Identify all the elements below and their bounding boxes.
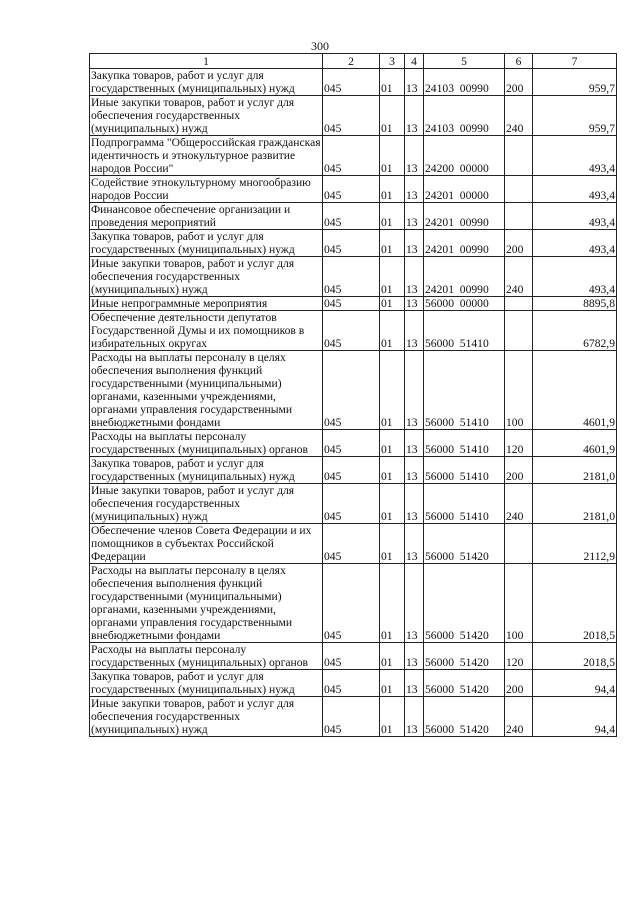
column-header-vr: 6	[505, 54, 533, 69]
row-vr-cell: 240	[505, 484, 533, 524]
table-row	[90, 484, 617, 524]
row-name-cell: Расходы на выплаты персоналу государственных (муниципальных) органов	[90, 430, 323, 457]
row-csr-cell: 56000 51420	[424, 643, 505, 670]
row-rz-cell: 01	[380, 136, 405, 176]
row-rz-cell: 01	[380, 96, 405, 136]
row-vr-cell	[505, 311, 533, 351]
row-name-cell: Расходы на выплаты персоналу в целях обеспечения выполнения функций государственными (муниципальными) органами, казенными учреждениями, органами управления государственными внебюджетными фондами	[90, 564, 323, 643]
row-name-cell: Иные закупки товаров, работ и услуг для обеспечения государственных (муниципальных) нужд	[90, 257, 323, 297]
row-vr-cell	[505, 297, 533, 311]
table-row	[90, 351, 617, 430]
row-name-cell: Иные закупки товаров, работ и услуг для обеспечения государственных (муниципальных) нужд	[90, 484, 323, 524]
row-csr-cell: 24103 00990	[424, 96, 505, 136]
row-grbs-cell: 045	[323, 311, 380, 351]
row-name-cell: Содействие этнокультурному многообразию народов России	[90, 176, 323, 203]
row-name-cell: Закупка товаров, работ и услуг для государственных (муниципальных) нужд	[90, 670, 323, 697]
row-pr-cell: 13	[405, 257, 424, 297]
row-name-cell: Финансовое обеспечение организации и проведения мероприятий	[90, 203, 323, 230]
budget-table	[89, 53, 617, 737]
row-vr-cell	[505, 524, 533, 564]
row-rz-cell: 01	[380, 351, 405, 430]
row-grbs-cell: 045	[323, 96, 380, 136]
row-grbs-cell: 045	[323, 457, 380, 484]
row-name-cell: Обеспечение деятельности депутатов Государственной Думы и их помощников в избирательных округах	[90, 311, 323, 351]
row-pr-cell: 13	[405, 524, 424, 564]
table-row	[90, 257, 617, 297]
row-csr-cell: 56000 51420	[424, 524, 505, 564]
row-name-cell: Иные закупки товаров, работ и услуг для обеспечения государственных (муниципальных) нужд	[90, 96, 323, 136]
row-rz-cell: 01	[380, 697, 405, 737]
row-grbs-cell: 045	[323, 430, 380, 457]
row-sum-cell: 8895,8	[533, 297, 617, 311]
row-sum-cell: 959,7	[533, 96, 617, 136]
row-sum-cell: 959,7	[533, 69, 617, 96]
row-sum-cell: 493,4	[533, 230, 617, 257]
row-pr-cell: 13	[405, 96, 424, 136]
row-rz-cell: 01	[380, 643, 405, 670]
row-pr-cell: 13	[405, 351, 424, 430]
row-csr-cell: 56000 51410	[424, 484, 505, 524]
row-vr-cell: 200	[505, 670, 533, 697]
row-sum-cell: 4601,9	[533, 430, 617, 457]
row-vr-cell: 240	[505, 96, 533, 136]
row-pr-cell: 13	[405, 484, 424, 524]
row-csr-cell: 56000 51420	[424, 670, 505, 697]
row-sum-cell: 493,4	[533, 203, 617, 230]
row-name-cell: Иные непрограммные мероприятия	[90, 297, 323, 311]
row-csr-cell: 56000 00000	[424, 297, 505, 311]
row-vr-cell: 200	[505, 457, 533, 484]
row-pr-cell: 13	[405, 136, 424, 176]
row-name-cell: Закупка товаров, работ и услуг для государственных (муниципальных) нужд	[90, 230, 323, 257]
row-pr-cell: 13	[405, 697, 424, 737]
row-pr-cell: 13	[405, 230, 424, 257]
row-sum-cell: 2018,5	[533, 564, 617, 643]
row-sum-cell: 493,4	[533, 257, 617, 297]
table-row	[90, 311, 617, 351]
row-grbs-cell: 045	[323, 203, 380, 230]
row-sum-cell: 4601,9	[533, 351, 617, 430]
column-header-grbs: 2	[323, 54, 380, 69]
table-row	[90, 69, 617, 96]
row-csr-cell: 56000 51420	[424, 697, 505, 737]
row-grbs-cell: 045	[323, 484, 380, 524]
table-row	[90, 203, 617, 230]
row-pr-cell: 13	[405, 457, 424, 484]
row-vr-cell: 200	[505, 230, 533, 257]
row-pr-cell: 13	[405, 297, 424, 311]
row-vr-cell: 240	[505, 697, 533, 737]
row-pr-cell: 13	[405, 643, 424, 670]
row-vr-cell	[505, 136, 533, 176]
row-csr-cell: 56000 51410	[424, 430, 505, 457]
row-grbs-cell: 045	[323, 297, 380, 311]
row-csr-cell: 56000 51410	[424, 457, 505, 484]
row-name-cell: Закупка товаров, работ и услуг для государственных (муниципальных) нужд	[90, 457, 323, 484]
row-grbs-cell: 045	[323, 564, 380, 643]
row-vr-cell: 200	[505, 69, 533, 96]
column-header-sum: 7	[533, 54, 617, 69]
row-grbs-cell: 045	[323, 230, 380, 257]
row-csr-cell: 24200 00000	[424, 136, 505, 176]
row-sum-cell: 493,4	[533, 176, 617, 203]
row-rz-cell: 01	[380, 311, 405, 351]
row-rz-cell: 01	[380, 230, 405, 257]
row-grbs-cell: 045	[323, 351, 380, 430]
table-row	[90, 96, 617, 136]
row-grbs-cell: 045	[323, 136, 380, 176]
row-vr-cell: 120	[505, 643, 533, 670]
row-grbs-cell: 045	[323, 643, 380, 670]
row-sum-cell: 94,4	[533, 670, 617, 697]
column-header-csr: 5	[424, 54, 505, 69]
row-grbs-cell: 045	[323, 257, 380, 297]
row-rz-cell: 01	[380, 430, 405, 457]
row-rz-cell: 01	[380, 203, 405, 230]
row-pr-cell: 13	[405, 311, 424, 351]
row-csr-cell: 24201 00990	[424, 203, 505, 230]
row-csr-cell: 24103 00990	[424, 69, 505, 96]
row-sum-cell: 2181,0	[533, 457, 617, 484]
row-vr-cell: 100	[505, 564, 533, 643]
row-grbs-cell: 045	[323, 524, 380, 564]
row-sum-cell: 94,4	[533, 697, 617, 737]
row-pr-cell: 13	[405, 430, 424, 457]
row-csr-cell: 24201 00990	[424, 230, 505, 257]
row-rz-cell: 01	[380, 457, 405, 484]
row-grbs-cell: 045	[323, 176, 380, 203]
row-grbs-cell: 045	[323, 697, 380, 737]
column-header-pr: 4	[405, 54, 424, 69]
table-row	[90, 524, 617, 564]
row-rz-cell: 01	[380, 257, 405, 297]
row-rz-cell: 01	[380, 297, 405, 311]
row-pr-cell: 13	[405, 564, 424, 643]
table-row	[90, 430, 617, 457]
row-pr-cell: 13	[405, 203, 424, 230]
row-name-cell: Расходы на выплаты персоналу в целях обеспечения выполнения функций государственными (муниципальными) органами, казенными учреждениями, органами управления государственными внебюджетными фондами	[90, 351, 323, 430]
row-rz-cell: 01	[380, 484, 405, 524]
table-row	[90, 136, 617, 176]
table-row	[90, 297, 617, 311]
row-name-cell: Закупка товаров, работ и услуг для государственных (муниципальных) нужд	[90, 69, 323, 96]
table-row	[90, 457, 617, 484]
row-sum-cell: 2112,9	[533, 524, 617, 564]
row-vr-cell: 240	[505, 257, 533, 297]
row-csr-cell: 24201 00990	[424, 257, 505, 297]
row-pr-cell: 13	[405, 69, 424, 96]
row-rz-cell: 01	[380, 670, 405, 697]
row-name-cell: Иные закупки товаров, работ и услуг для обеспечения государственных (муниципальных) нужд	[90, 697, 323, 737]
column-header-rz: 3	[380, 54, 405, 69]
row-grbs-cell: 045	[323, 670, 380, 697]
row-csr-cell: 56000 51420	[424, 564, 505, 643]
row-rz-cell: 01	[380, 564, 405, 643]
row-rz-cell: 01	[380, 176, 405, 203]
row-grbs-cell: 045	[323, 69, 380, 96]
row-csr-cell: 24201 00000	[424, 176, 505, 203]
table-row	[90, 176, 617, 203]
header-row	[90, 54, 617, 69]
row-name-cell: Расходы на выплаты персоналу государственных (муниципальных) органов	[90, 643, 323, 670]
table-row	[90, 230, 617, 257]
row-csr-cell: 56000 51410	[424, 351, 505, 430]
table-row	[90, 697, 617, 737]
table-body	[90, 69, 617, 737]
row-rz-cell: 01	[380, 69, 405, 96]
column-header-name: 1	[90, 54, 323, 69]
row-sum-cell: 2018,5	[533, 643, 617, 670]
row-csr-cell: 56000 51410	[424, 311, 505, 351]
row-name-cell: Обеспечение членов Совета Федерации и их помощников в субъектах Российской Федерации	[90, 524, 323, 564]
row-vr-cell: 100	[505, 351, 533, 430]
row-rz-cell: 01	[380, 524, 405, 564]
row-name-cell: Подпрограмма "Общероссийская гражданская идентичность и этнокультурное развитие народов России"	[91, 136, 321, 175]
table-row	[90, 564, 617, 643]
row-vr-cell	[505, 176, 533, 203]
row-sum-cell: 2181,0	[533, 484, 617, 524]
row-sum-cell: 6782,9	[533, 311, 617, 351]
row-sum-cell: 493,4	[533, 136, 617, 176]
table-row	[90, 670, 617, 697]
table-row	[90, 643, 617, 670]
row-vr-cell	[505, 203, 533, 230]
row-pr-cell: 13	[405, 670, 424, 697]
row-vr-cell: 120	[505, 430, 533, 457]
row-pr-cell: 13	[405, 176, 424, 203]
page-number: 300	[311, 39, 329, 53]
